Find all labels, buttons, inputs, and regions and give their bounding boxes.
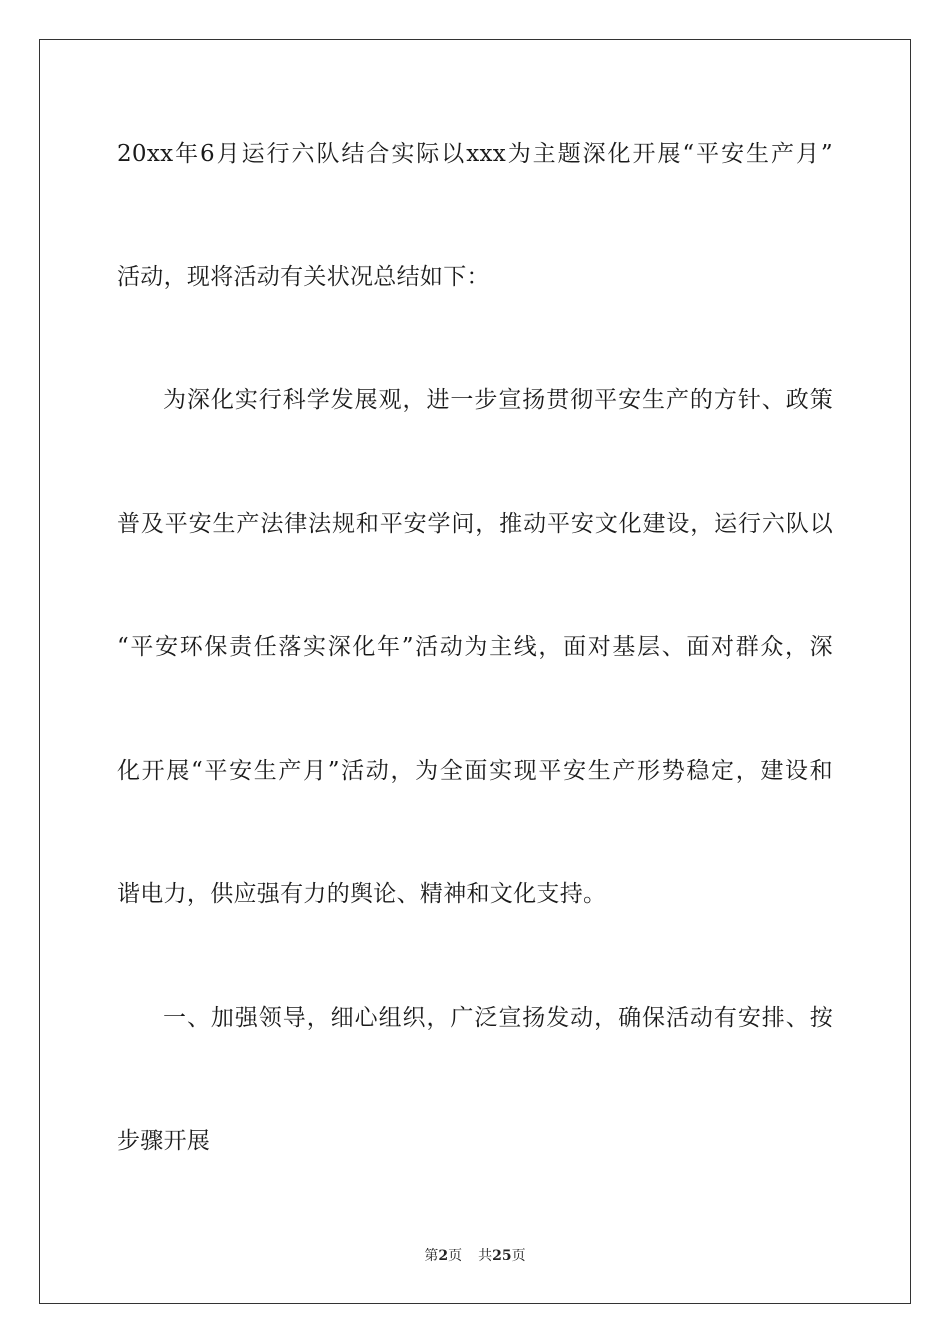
paragraph-line-7: 谐电力，供应强有力的舆论、精神和文化支持。 (117, 881, 607, 907)
page-border (39, 39, 911, 1304)
page-suffix: 页 (448, 1248, 463, 1264)
total-suffix: 页 (511, 1248, 526, 1264)
page-prefix: 第 (424, 1248, 439, 1264)
total-prefix: 共 (478, 1248, 493, 1264)
page-footer (0, 1247, 950, 1265)
paragraph-line-6: 化开展“平安生产月”活动，为全面实现平安生产形势稳定，建设和 (117, 758, 833, 784)
total-page-count: 25 (492, 1248, 512, 1264)
paragraph-line-1: 20xx年6月运行六队结合实际以xxx为主题深化开展“平安生产月” (117, 141, 833, 167)
current-page-number: 2 (438, 1248, 449, 1264)
paragraph-line-3: 为深化实行科学发展观，进一步宣扬贯彻平安生产的方针、政策 (163, 387, 833, 413)
paragraph-line-4: 普及平安生产法律法规和平安学问，推动平安文化建设，运行六队以 (117, 511, 833, 537)
section-heading-line-1: 一、加强领导，细心组织，广泛宣扬发动，确保活动有安排、按 (163, 1005, 833, 1031)
paragraph-line-5: “平安环保责任落实深化年”活动为主线，面对基层、面对群众，深 (117, 634, 833, 660)
paragraph-line-2: 活动，现将活动有关状况总结如下： (117, 264, 490, 290)
section-heading-line-2: 步骤开展 (117, 1128, 211, 1154)
